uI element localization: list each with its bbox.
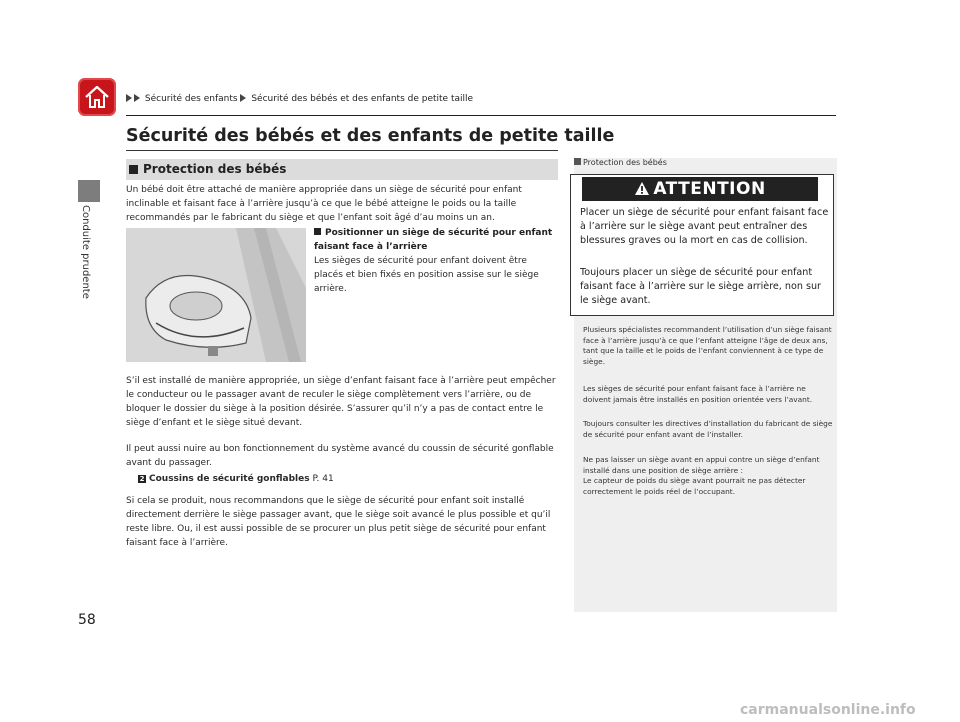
reference-label: Coussins de sécurité gonflables xyxy=(149,474,310,484)
warning-banner xyxy=(582,177,818,201)
square-bullet-icon xyxy=(314,228,321,235)
intro-paragraph: Un bébé doit être attaché de manière appropriée dans un siège de sécurité pour enfant inclinable et faisant face à l’arrière jusqu’à ce que le bébé atteigne le poids ou la taille recommandés par le fabricant du siège et que l’enfant soit âgé d’au moins un an. xyxy=(126,185,522,223)
side-note-3: Toujours consulter les directives d’installation du fabricant de siège de sécurité pour enfant avant de l’installer. xyxy=(583,419,833,439)
chevron-right-icon xyxy=(126,94,132,102)
paragraph-4: Si cela se produit, nous recommandons que le siège de sécurité pour enfant soit installé directement derrière le siège passager avant, que le siège soit avancé le plus possible et qu’il reste libre. Ou, il est aussi possible de se procurer un plus petit siège de sécurité pour enfant faisant face à l’arrière. xyxy=(126,496,551,548)
chevron-right-icon xyxy=(134,94,140,102)
side-note-5: Le capteur de poids du siège avant pourrait ne pas détecter correctement le poids réel de l’occupant. xyxy=(583,476,806,496)
section-tab[interactable] xyxy=(78,180,100,202)
chevron-right-icon xyxy=(240,94,246,102)
note-icon xyxy=(574,158,581,165)
page-title: Sécurité des bébés et des enfants de petite taille xyxy=(126,126,615,146)
warning-triangle-icon xyxy=(634,181,650,196)
side-notes-heading xyxy=(574,158,667,167)
warning-text-2: Toujours placer un siège de sécurité pour enfant faisant face à l’arrière sur le siège arrière, non sur le siège avant. xyxy=(580,267,821,306)
sub-heading-text: Positionner un siège de sécurité pour enfant faisant face à l’arrière xyxy=(314,228,553,252)
watermark: carmanualsonline.info xyxy=(740,702,916,718)
paragraph-2: S’il est installé de manière appropriée, un siège d’enfant faisant face à l’arrière peut empêcher le conducteur ou le passager avant de reculer le siège complètement vers l’arrière, ou de bloquer le dossier du siège à la position désirée. S’assurer qu’il n’y a pas de contact entre le siège d’enfant et le siège situé devant. xyxy=(126,376,556,428)
home-button[interactable] xyxy=(78,78,116,116)
warning-label: ATTENTION xyxy=(653,179,766,199)
reference-arrow-icon: 2 xyxy=(139,475,145,483)
side-notes-heading-text: Protection des bébés xyxy=(583,158,667,167)
breadcrumb xyxy=(126,94,473,104)
warning-text-1: Placer un siège de sécurité pour enfant faisant face à l’arrière sur le siège avant peut entraîner des blessures graves ou la mort en cas de collision. xyxy=(580,207,829,246)
header-divider xyxy=(126,115,836,116)
page-number: 58 xyxy=(78,612,96,628)
side-note-4: Ne pas laisser un siège avant en appui contre un siège d’enfant installé dans une position de siège arrière : xyxy=(583,455,820,475)
cross-reference-link[interactable] xyxy=(138,472,334,486)
sub-paragraph: Les sièges de sécurité pour enfant doivent être placés et bien fixés en position assise sur le siège arrière. xyxy=(314,256,539,294)
section-label: Conduite prudente xyxy=(80,205,91,299)
section-heading-bar xyxy=(126,159,558,180)
reference-page: P. 41 xyxy=(312,474,334,484)
side-note-1: Plusieurs spécialistes recommandent l’utilisation d’un siège faisant face à l’arrière jusqu’à ce que l’enfant atteigne l’âge de deux ans, tant que la taille et le poids de l’enfant conviennent à ce type de siège. xyxy=(583,325,832,366)
square-bullet-icon xyxy=(129,165,138,174)
breadcrumb-item-current: Sécurité des bébés et des enfants de petite taille xyxy=(251,94,474,104)
rear-facing-seat-photo xyxy=(126,228,306,362)
sub-heading xyxy=(314,226,564,254)
paragraph-3: Il peut aussi nuire au bon fonctionnement du système avancé du coussin de sécurité gonflable avant du passager. xyxy=(126,444,554,468)
warning-box xyxy=(570,174,834,316)
home-icon xyxy=(83,83,111,111)
breadcrumb-item-child-safety[interactable]: Sécurité des enfants xyxy=(144,94,238,104)
side-note-2: Les sièges de sécurité pour enfant faisant face à l’arrière ne doivent jamais être installés en position orientée vers l’avant. xyxy=(583,384,813,404)
section-heading: Protection des bébés xyxy=(143,162,287,176)
title-divider xyxy=(126,150,558,151)
